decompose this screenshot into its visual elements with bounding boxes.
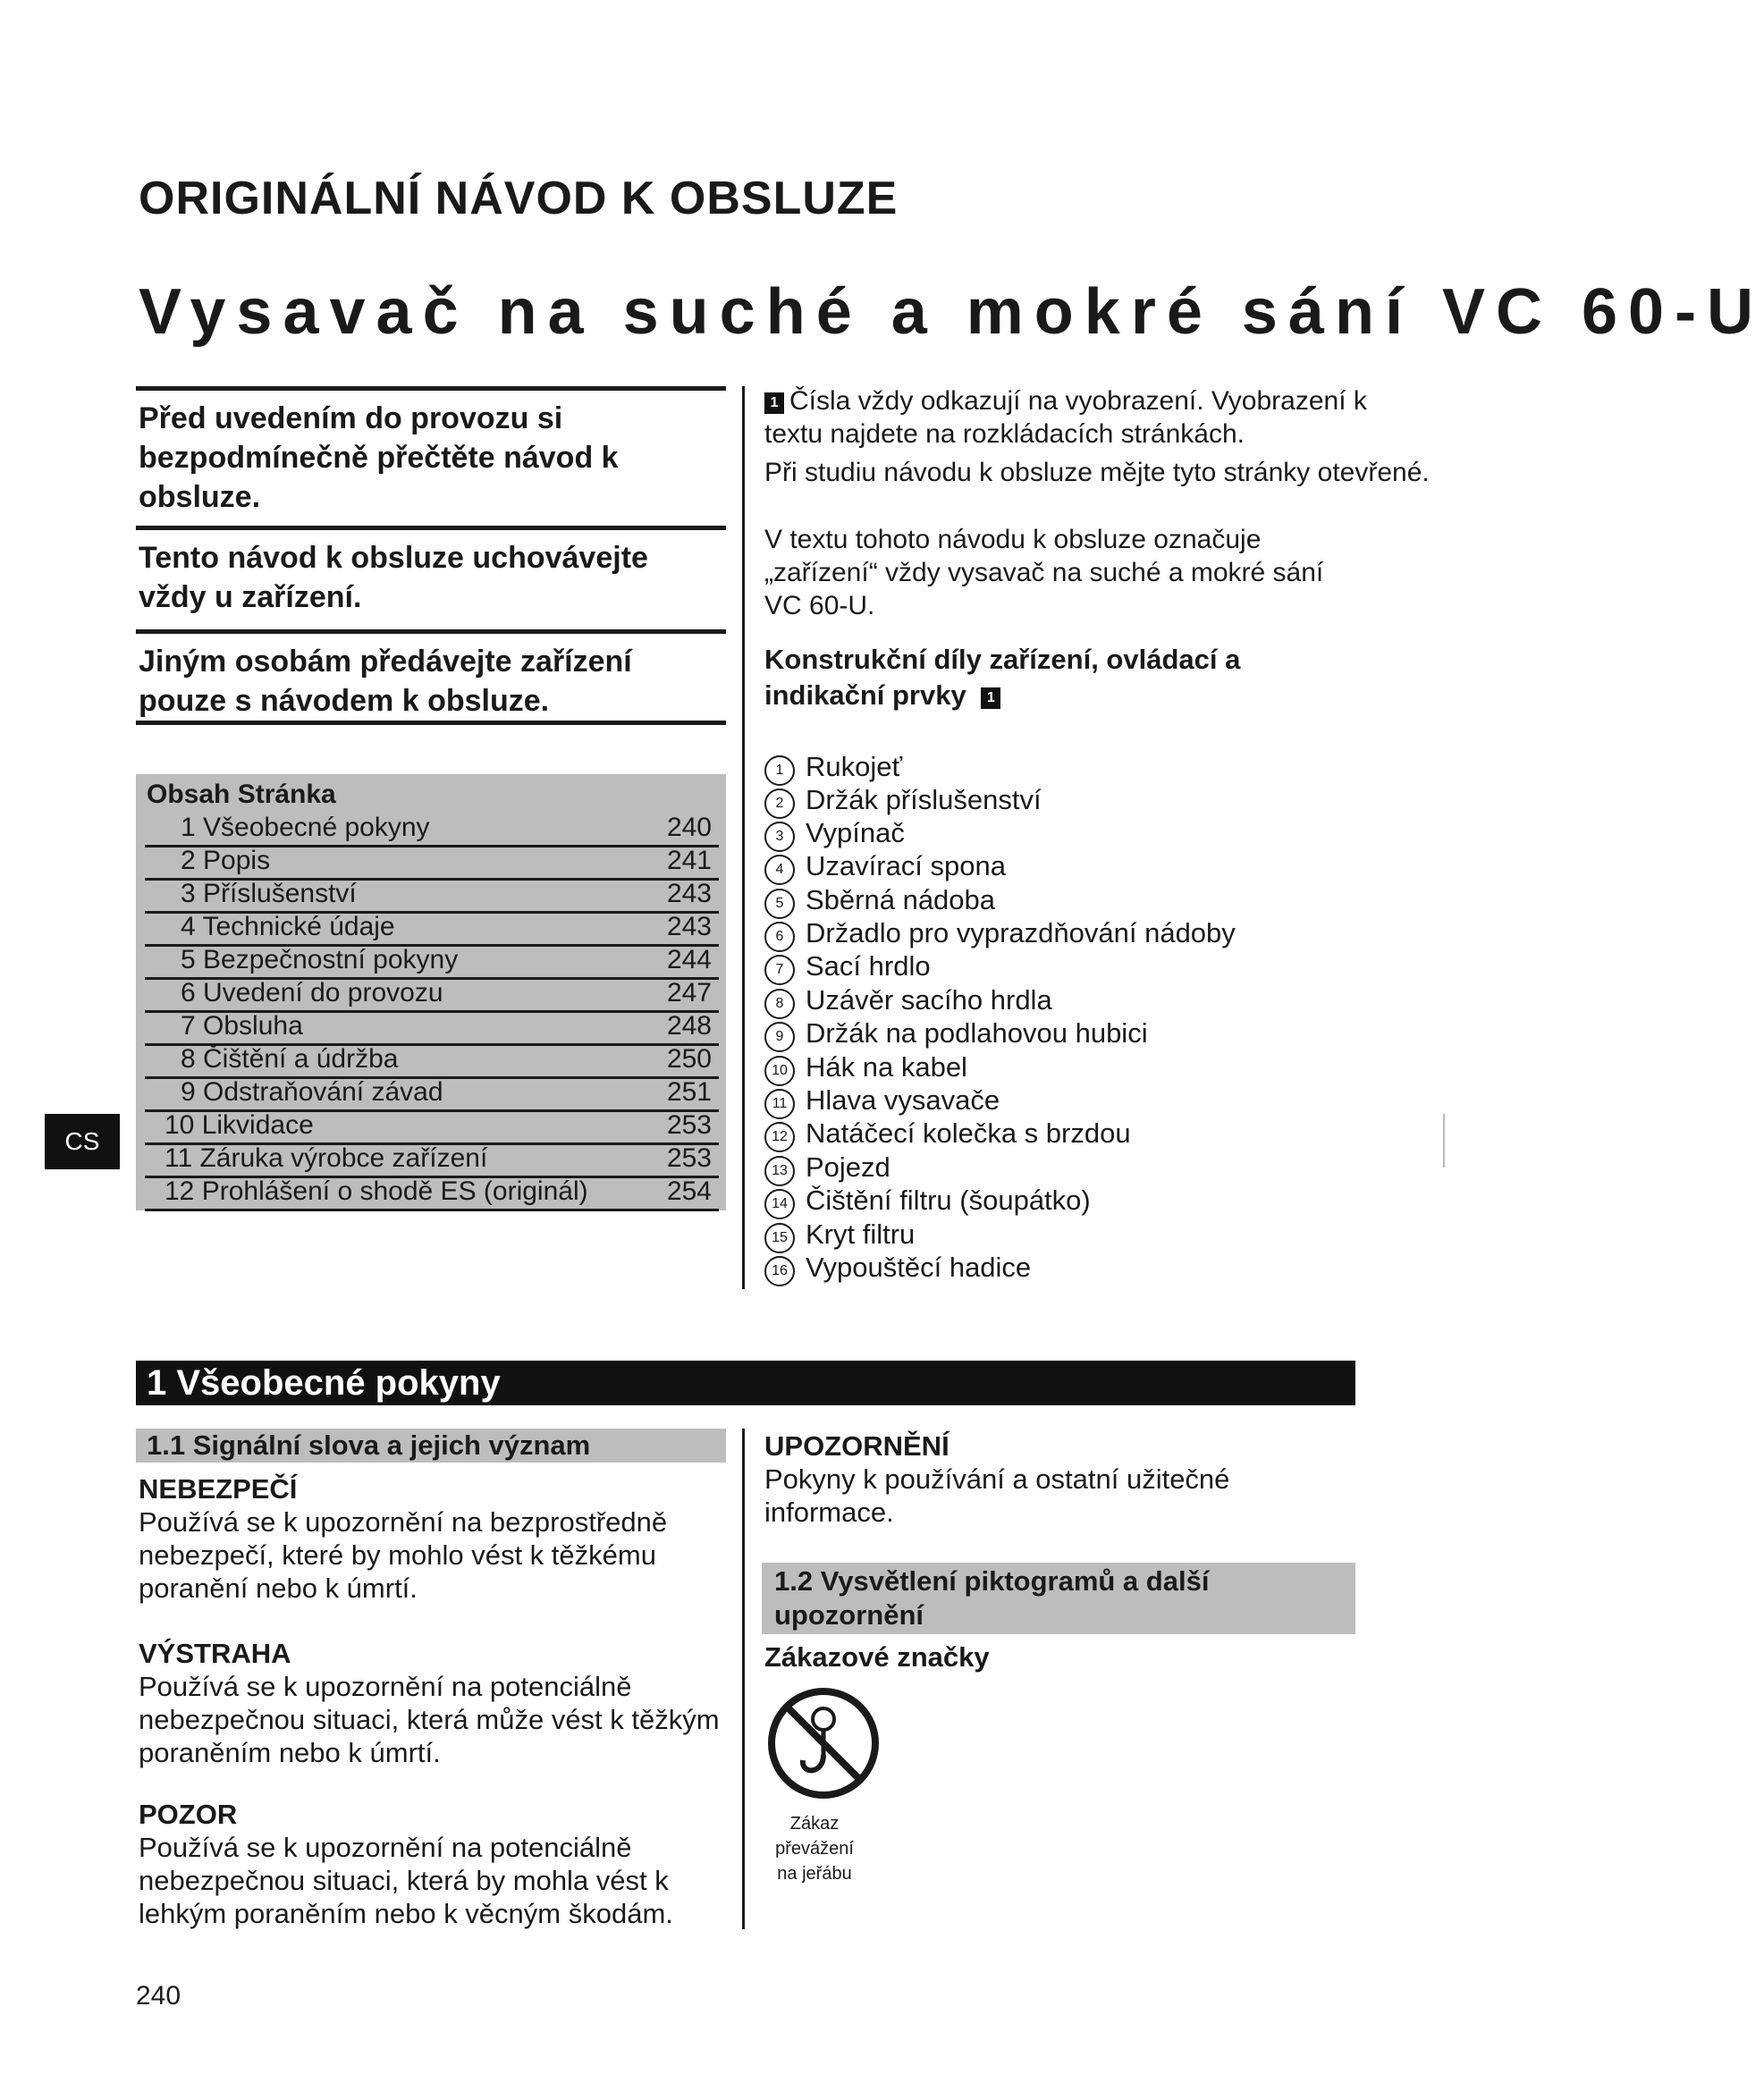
part-item [764,817,905,852]
part-item [764,917,1236,952]
contents-row-title: 9 Odstraňování závad [181,1077,443,1107]
parts-heading [764,642,1355,713]
contents-row-title: 3 Příslušenství [181,879,357,908]
intro-para-read: Před uvedením do provozu si bezpodmínečně přečtěte návod k obsluze. [139,401,619,514]
part-label: Pojezd [806,1151,890,1183]
part-number-icon: 12 [764,1122,795,1152]
part-item [764,850,1006,885]
contents-row [145,944,719,980]
part-number-icon: 15 [764,1223,795,1253]
part-item [764,1252,1031,1286]
part-item [764,784,1042,819]
intro-para-handover: Jiným osobám předávejte zařízení pouze s návodem k obsluze. [139,645,632,718]
subsection-pictograms: 1.2 Vysvětlení piktogramů a další upozornění [762,1563,1355,1634]
danger-text: Používá se k upozornění na bezprostředně nebezpečí, které by mohlo vést k těžkému poranění nebo k úmrtí. [139,1506,668,1604]
no-crane-transport-icon [765,1685,882,1801]
contents-row-title: 12 Prohlášení o shodě ES (originál) [165,1176,588,1206]
part-item [764,751,902,786]
part-item [764,1017,1148,1052]
part-number-icon: 5 [764,889,795,919]
part-number-icon: 7 [764,955,795,985]
part-item [764,884,995,919]
contents-row [145,1109,719,1145]
contents-row-title: 11 Záruka výrobce zařízení [165,1143,488,1173]
part-label: Rukojeť [806,751,903,782]
contents-row-page: 244 [666,945,712,974]
prohibition-signs-heading: Zákazové značky [764,1641,990,1673]
study-note: Při studiu návodu k obsluze mějte tyto stránky otevřené. [764,458,1430,487]
device-definition-note: V textu tohoto návodu k obsluze označuje „zařízení“ vždy vysavač na suché a mokré sání VC 60-U. [764,525,1324,620]
contents-row-page: 240 [666,813,712,842]
part-label: Držák příslušenství [806,784,1042,815]
contents-row [145,1142,719,1178]
contents-row-page: 253 [666,1110,712,1140]
danger-heading: NEBEZPEČÍ [139,1473,298,1505]
part-label: Kryt filtru [806,1218,916,1250]
contents-row-title: 1 Všeobecné pokyny [181,813,430,842]
part-label: Uzávěr sacího hrdla [806,984,1052,1016]
part-label: Čištění filtru (šoupátko) [806,1185,1091,1216]
part-label: Uzavírací spona [806,850,1006,881]
contents-row-page: 248 [666,1011,712,1041]
section-heading-general: 1 Všeobecné pokyny [136,1361,1355,1405]
figure-number-icon: 1 [764,392,784,414]
part-label: Hlava vysavače [806,1084,1000,1116]
contents-row [145,1010,719,1046]
intro-rule-3 [136,629,726,634]
part-number-icon: 11 [764,1089,795,1119]
part-label: Držadlo pro vyprazdňování nádoby [806,917,1236,949]
contents-row-title: 5 Bezpečnostní pokyny [181,945,459,974]
contents-row-title: 2 Popis [181,846,271,875]
figure-reference-note [764,384,1431,451]
part-number-icon: 16 [764,1256,795,1286]
part-number-icon: 9 [764,1022,795,1052]
contents-row-page: 254 [666,1176,712,1206]
contents-row-page: 241 [666,846,712,875]
intro-rule-1 [136,386,726,391]
contents-row-title: 6 Uvedení do provozu [181,978,443,1008]
part-label: Hák na kabel [806,1051,967,1083]
caution-text: Používá se k upozornění na potenciálně nebezpečnou situaci, která by mohla vést k lehkým poraněním nebo k věcným škodám. [139,1832,673,1929]
part-label: Sběrná nádoba [806,884,996,915]
part-item [764,1151,890,1186]
language-tab: CS [45,1114,120,1169]
part-label: Vypínač [806,817,905,848]
contents-row [145,1043,719,1079]
contents-table [136,774,726,1210]
subsection-signal-words: 1.1 Signální slova a jejich význam [136,1429,726,1463]
contents-row [145,1176,719,1211]
parts-heading-text: Konstrukční díly zařízení, ovládací a indikační prvky [764,644,1241,711]
part-number-icon: 10 [764,1056,795,1086]
part-item [764,1185,1091,1219]
contents-row-title: 7 Obsluha [181,1011,303,1041]
contents-row-page: 253 [666,1143,712,1173]
caution-heading: POZOR [139,1799,238,1830]
part-number-icon: 8 [764,989,795,1019]
contents-row-title: 4 Technické údaje [181,912,395,941]
part-number-icon: 13 [764,1156,795,1186]
contents-row-title: 10 Likvidace [165,1110,314,1140]
part-item [764,984,1052,1019]
part-number-icon: 14 [764,1189,795,1219]
contents-row [145,977,719,1013]
part-item [764,1084,1000,1119]
warning-heading: VÝSTRAHA [139,1638,291,1669]
contents-row-title: 8 Čištění a údržba [181,1044,399,1074]
intro-rule-4 [136,721,726,725]
part-label: Vypouštěcí hadice [806,1252,1032,1283]
margin-mark [1443,1114,1445,1168]
page-number: 240 [136,1981,181,2011]
column-divider-upper [742,386,745,1289]
note-text: Pokyny k používání a ostatní užitečné informace. [764,1463,1230,1528]
figure-number-icon: 1 [981,687,1000,709]
part-item [764,1117,1131,1152]
contents-row-page: 251 [666,1077,712,1107]
part-label: Natáčecí kolečka s brzdou [806,1117,1131,1149]
no-crane-transport-caption: Zákaz převážení na jeřábu [775,1814,854,1884]
part-number-icon: 4 [764,855,795,885]
page-title: ORIGINÁLNÍ NÁVOD K OBSLUZE [139,173,899,224]
note-heading: UPOZORNĚNÍ [764,1430,950,1462]
figure-note-text: Čísla vždy odkazují na vyobrazení. Vyobrazení k textu najdete na rozkládacích stránkách. [764,386,1367,449]
part-number-icon: 3 [764,822,795,852]
contents-row-page: 250 [666,1044,712,1074]
part-number-icon: 2 [764,788,795,819]
contents-row [145,812,719,847]
part-number-icon: 1 [764,755,795,786]
part-number-icon: 6 [764,922,795,952]
column-divider-lower [742,1429,745,1929]
product-title: Vysavač na suché a mokré sání VC 60-U [139,276,1764,348]
part-item [764,1051,967,1086]
part-item [764,1218,915,1253]
contents-row [145,878,719,914]
contents-row-page: 247 [666,978,712,1008]
contents-row [145,845,719,881]
intro-para-keep: Tento návod k obsluze uchovávejte vždy u zařízení. [139,541,648,614]
part-item [764,950,931,985]
part-label: Držák na podlahovou hubici [806,1017,1148,1049]
contents-row [145,1076,719,1112]
contents-row-page: 243 [666,912,712,941]
warning-text: Používá se k upozornění na potenciálně nebezpečnou situaci, která může vést k těžkým poraněním nebo k úmrtí. [139,1671,720,1768]
contents-row [145,911,719,947]
intro-rule-2 [136,526,726,530]
part-label: Sací hrdlo [806,950,931,982]
contents-header: Obsah Stránka [147,780,336,809]
contents-row-page: 243 [666,879,712,908]
